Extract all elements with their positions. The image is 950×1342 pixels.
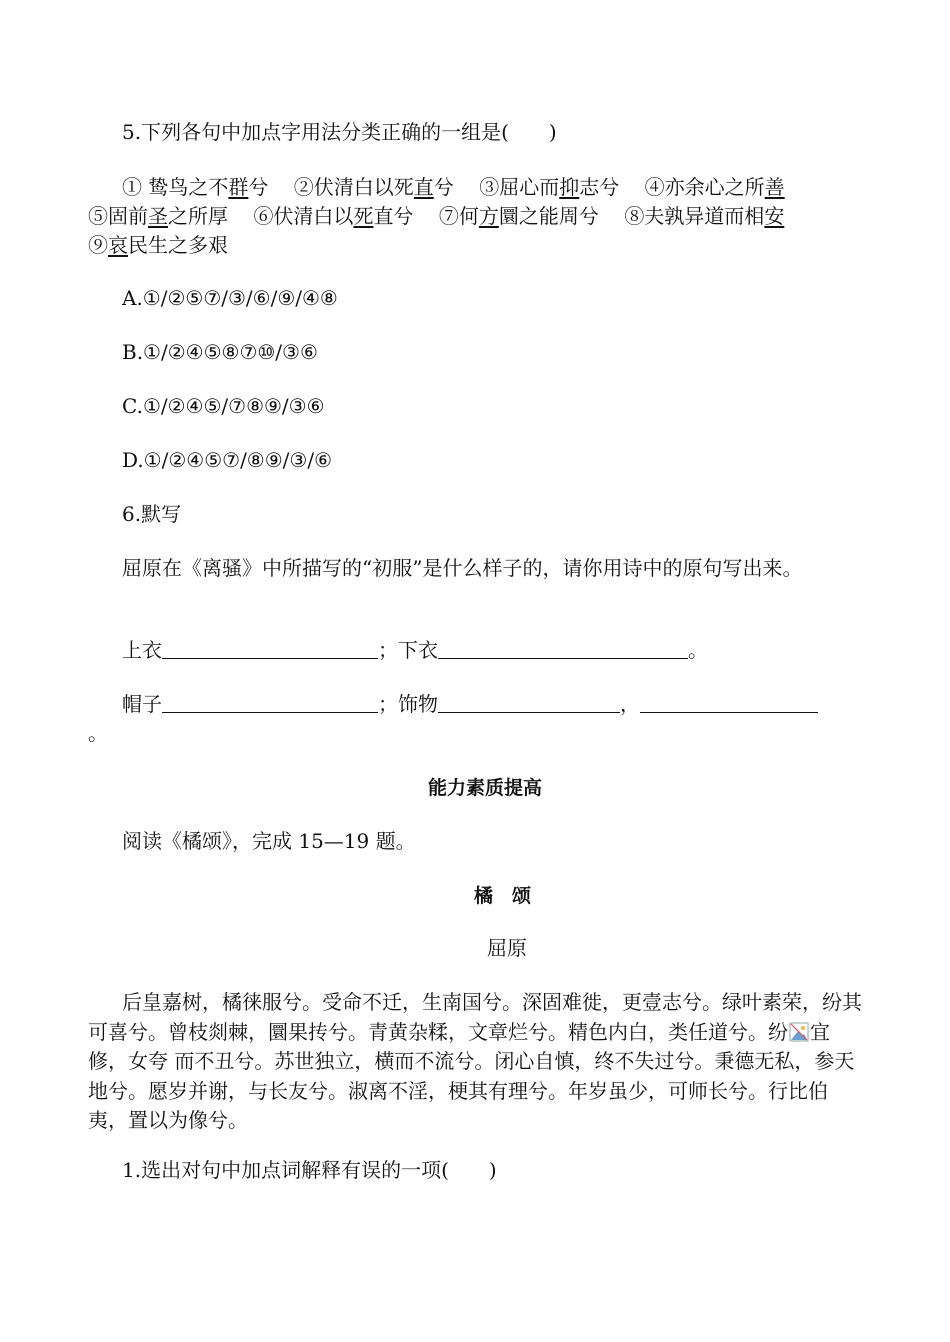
- item-5: ⑤固前圣之所厚: [88, 204, 228, 228]
- item-3: ③屈心而抑志兮: [479, 175, 620, 199]
- question-5-items-line-1: [122, 173, 897, 202]
- item-4: ④亦余心之所善: [644, 175, 785, 199]
- question-1-stem: 1.选出对句中加点词解释有误的一项( ): [122, 1158, 497, 1182]
- poem-body: 后皇嘉树，橘徕服兮。受命不迁，生南国兮。深固难徙，更壹志兮。绿叶素荣，纷其可喜兮。曾枝剡棘，圜果抟兮。青黄杂糅，文章烂兮。精色内白，类任道兮。纷 宜修，女夸 而不丑兮。苏世独立，横而不流兮。闭心自慎，终不失过兮。秉德无私，参天地兮。愿岁并谢，与长友兮。淑离不淫，梗其有理兮。年岁虽少，可师长兮。行比伯夷，置以为像兮。: [88, 990, 862, 1132]
- question-5-items-line-2: [88, 202, 863, 231]
- item-1: ① 鸷鸟之不群兮: [122, 175, 269, 199]
- item-7: ⑦何方圜之能周兮: [438, 204, 599, 228]
- blank-lower-garment[interactable]: [438, 638, 688, 659]
- poem-title: 橘 颂: [474, 885, 532, 907]
- option-a: A.①/②⑤⑦/③/⑥/⑨/④⑧: [122, 286, 338, 310]
- option-b: B.①/②④⑤⑧⑦⑩/③⑥: [122, 340, 318, 364]
- dictation-line-1: 上衣 ；下衣 。: [122, 638, 708, 662]
- question-6-title: 6.默写: [122, 502, 182, 526]
- blank-hat[interactable]: [162, 692, 378, 713]
- item-8: ⑧夫孰异道而相安: [624, 204, 785, 228]
- blank-upper-garment[interactable]: [162, 638, 378, 659]
- item-9: ⑨哀民生之多艰: [88, 233, 228, 257]
- blank-ornament-1[interactable]: [438, 692, 620, 713]
- question-5-items-line-3: [88, 231, 863, 260]
- blank-ornament-2[interactable]: [640, 692, 818, 713]
- dictation-line-2-end: 。: [88, 721, 108, 745]
- item-2: ②伏清白以死直兮: [293, 175, 454, 199]
- option-d: D.①/②④⑤⑦/⑧⑨/③/⑥: [122, 448, 332, 472]
- option-c: C.①/②④⑤/⑦⑧⑨/③⑥: [122, 394, 325, 418]
- poem-author: 屈原: [487, 936, 527, 960]
- missing-image-icon: [789, 1022, 809, 1042]
- question-6-prompt: 屈原在《离骚》中所描写的“初服”是什么样子的，请你用诗中的原句写出来。: [122, 556, 803, 580]
- section-heading: 能力素质提高: [428, 777, 543, 799]
- reading-instruction: 阅读《橘颂》，完成 15—19 题。: [122, 829, 416, 853]
- dictation-line-2: 帽子 ；饰物 ，: [122, 690, 897, 719]
- item-6: ⑥伏清白以死直兮: [253, 204, 414, 228]
- question-5-stem: 5.下列各句中加点字用法分类正确的一组是( ): [122, 120, 557, 144]
